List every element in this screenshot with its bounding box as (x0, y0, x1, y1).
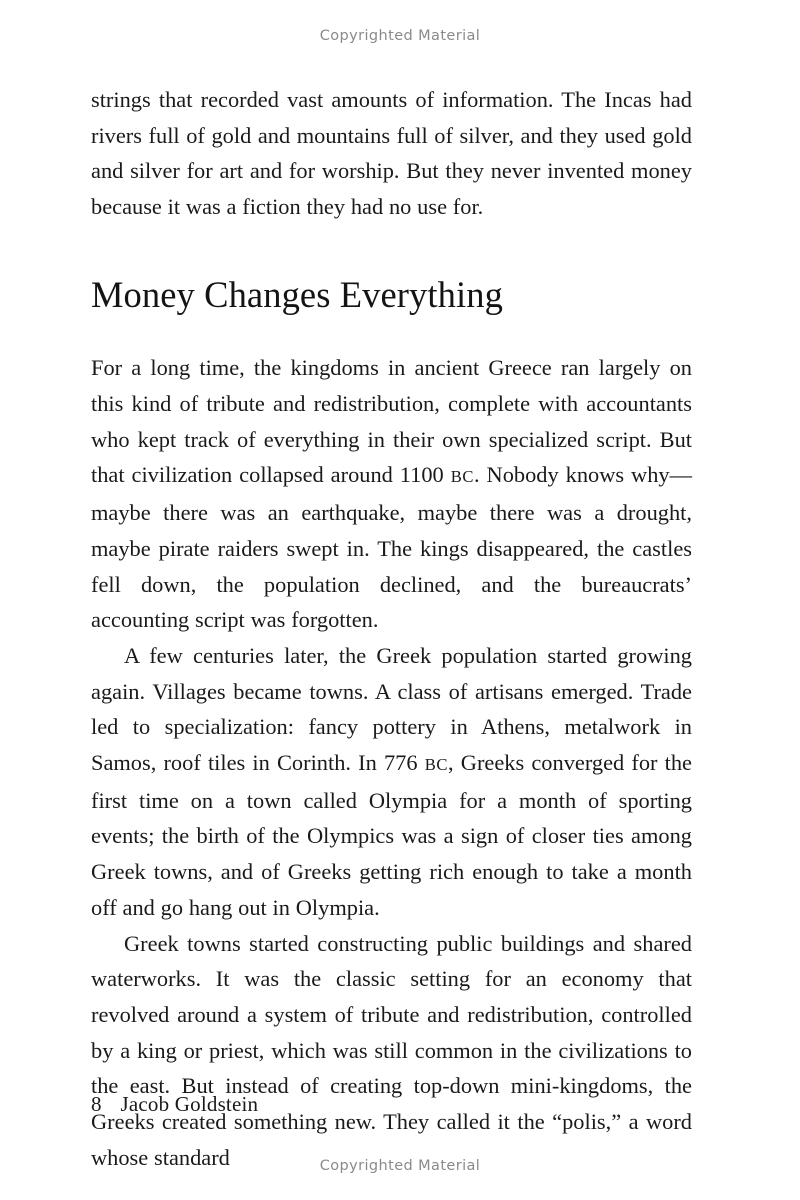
heading-space-below (91, 313, 692, 350)
paragraph-2: A few centuries later, the Greek population started growing again. Villages became towns. A class of artisans emerged. Trade led to specialization: fancy pottery in Athens, metalwork in Samos, roof tiles in Corinth. In 776 BC, Greeks converged for the first time on a town called Olympia for a month of sporting events; the birth of the Olympics was a sign of closer ties among Greek towns, and of Greeks getting rich enough to take a month off and go hang out in Olympia. (91, 642, 692, 920)
section-heading: Money Changes Everything (91, 273, 503, 315)
running-foot (91, 1090, 258, 1118)
paragraph-1: For a long time, the kingdoms in ancient Greece ran largely on this kind of tribute and redistribution, complete with accountants who kept track of everything in their own specialized script. But that civilization collapsed around 1100 BC. Nobody knows why—maybe there was an earthquake, maybe there was a drought, maybe pirate raiders swept in. The kings disappeared, the castles fell down, the population declined, and the bureaucrats’ accounting script was forgotten. (91, 355, 692, 633)
page-number: 8 (91, 1092, 102, 1116)
era-abbreviation: BC (424, 755, 449, 775)
era-abbreviation: BC (450, 467, 474, 487)
continued-paragraph: strings that recorded vast amounts of information. The Incas had rivers full of gold and mountains full of silver, and they used gold and silver for art and for worship. But they never invented money because it was a fiction they had no use for. (91, 87, 692, 220)
copyright-watermark-bottom: Copyrighted Material (319, 1158, 481, 1174)
heading-space-above (91, 225, 692, 277)
author-name: Jacob Goldstein (120, 1092, 259, 1116)
paragraph-3: Greek towns started constructing public buildings and shared waterworks. It was the classic setting for an economy that revolved around a system of tribute and redistribution, controlled by a king or priest, which was still common in the civilizations to the east. But instead of creating top-down mini-kingdoms, the Greeks created something new. They called it the “polis,” a word whose standard (91, 930, 692, 1170)
copyright-watermark-top: Copyrighted Material (319, 28, 481, 44)
text-column (91, 82, 692, 1175)
